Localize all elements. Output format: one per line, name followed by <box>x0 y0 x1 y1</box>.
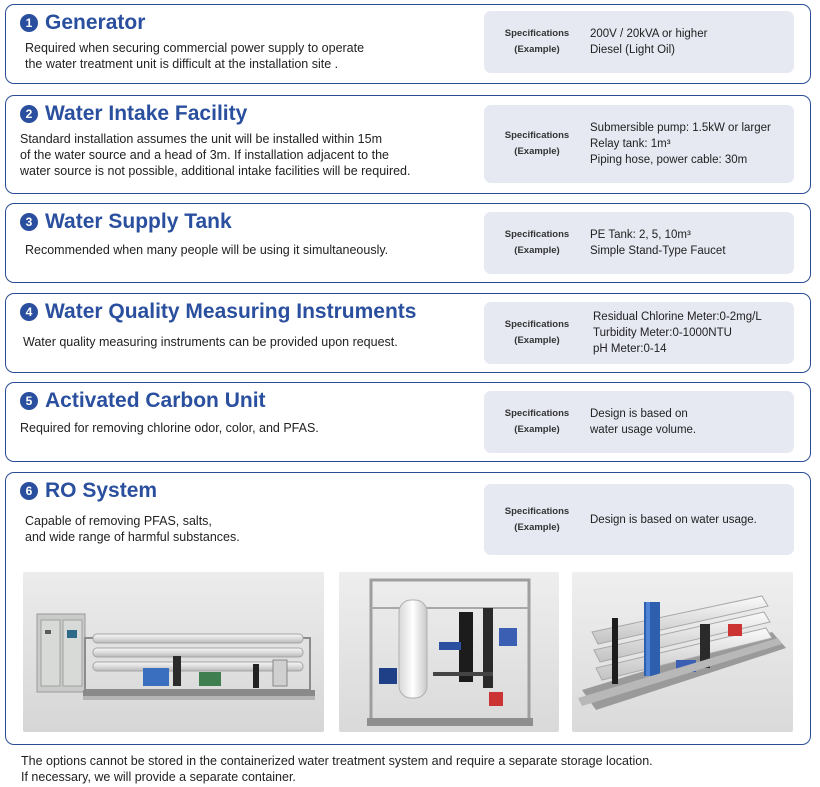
description-line: Water quality measuring instruments can be provided upon request. <box>23 335 398 349</box>
description-line: the water treatment unit is difficult at the installation site . <box>25 57 339 71</box>
spec-label-line: Specifications <box>504 319 570 330</box>
spec-label-line: (Example) <box>514 521 560 533</box>
section-water-quality-measuring-instruments <box>5 293 811 373</box>
spec-label-line: Specifications <box>504 229 570 240</box>
spec-value: water usage volume. <box>590 424 697 436</box>
section-description <box>20 131 410 179</box>
spec-value: Piping hose, power cable: 30m <box>590 154 748 166</box>
ro-angled-illustration <box>572 572 793 732</box>
section-water-intake-facility <box>5 95 811 194</box>
number-badge-icon: 4 <box>20 303 38 321</box>
spec-values <box>590 406 696 438</box>
spec-value: Design is based on <box>590 408 688 420</box>
description-line: Recommended when many people will be using it simultaneously. <box>25 243 389 257</box>
section-description <box>23 334 398 350</box>
spec-label <box>484 128 590 160</box>
specifications-box <box>484 391 794 453</box>
spec-label-line: (Example) <box>514 424 560 435</box>
description-line: of the water source and a head of 3m. If installation adjacent to the <box>20 148 389 162</box>
specifications-box <box>484 212 794 274</box>
section-activated-carbon-unit <box>5 382 811 462</box>
section-title <box>20 300 416 324</box>
description-line: Capable of removing PFAS, salts, <box>25 514 212 528</box>
number-badge-icon: 6 <box>20 482 38 500</box>
section-title-text: Activated Carbon Unit <box>45 389 266 412</box>
spec-values <box>590 26 707 58</box>
section-title <box>20 11 145 35</box>
description-line: water source is not possible, additional intake facilities will be required. <box>20 164 411 178</box>
spec-value: PE Tank: 2, 5, 10m³ <box>590 229 691 241</box>
spec-values <box>593 309 762 357</box>
specifications-box <box>484 302 794 364</box>
spec-value: Submersible pump: 1.5kW or larger <box>590 122 771 134</box>
spec-label <box>484 406 590 438</box>
section-water-supply-tank <box>5 203 811 283</box>
spec-values <box>590 227 726 259</box>
section-title <box>20 389 266 413</box>
ro-skid-illustration <box>23 572 324 732</box>
ro-system-photo-right <box>572 572 793 732</box>
number-badge-icon: 3 <box>20 213 38 231</box>
number-badge-icon: 2 <box>20 105 38 123</box>
section-description <box>25 40 364 72</box>
spec-label-line: (Example) <box>514 44 560 55</box>
section-title <box>20 479 157 503</box>
spec-label-line: Specifications <box>504 130 570 141</box>
section-title <box>20 210 232 234</box>
description-line: and wide range of harmful substances. <box>25 530 240 544</box>
spec-label <box>484 26 590 58</box>
spec-label <box>484 227 590 259</box>
specifications-box <box>484 105 794 183</box>
ro-system-photo-center <box>339 572 559 732</box>
specifications-box <box>484 11 794 73</box>
spec-label-line: (Example) <box>514 146 560 157</box>
section-generator <box>5 4 811 84</box>
section-title-text: RO System <box>45 479 158 502</box>
section-title-text: Water Quality Measuring Instruments <box>45 300 417 323</box>
footer-line: If necessary, we will provide a separate container. <box>21 770 296 784</box>
specifications-box <box>484 484 794 555</box>
section-title-text: Water Supply Tank <box>45 210 232 233</box>
spec-label-line: Specifications <box>504 408 570 419</box>
spec-value: Turbidity Meter:0-1000NTU <box>593 327 732 339</box>
number-badge-icon: 5 <box>20 392 38 410</box>
spec-value: pH Meter:0-14 <box>593 343 667 355</box>
spec-label-line: Specifications <box>504 28 570 39</box>
spec-label-line: Specifications <box>504 505 570 517</box>
section-title-text: Generator <box>45 11 146 34</box>
description-line: Required for removing chlorine odor, color, and PFAS. <box>20 421 319 435</box>
section-ro-system <box>5 472 811 745</box>
description-line: Required when securing commercial power supply to operate <box>25 41 365 55</box>
description-line: Standard installation assumes the unit will be installed within 15m <box>20 132 382 146</box>
spec-value: Diesel (Light Oil) <box>590 44 675 56</box>
section-description <box>25 242 388 258</box>
spec-values <box>590 120 771 168</box>
spec-label <box>484 504 590 536</box>
spec-label <box>484 317 590 349</box>
spec-value: Simple Stand-Type Faucet <box>590 245 726 257</box>
section-description <box>20 420 319 436</box>
spec-label-line: (Example) <box>514 335 560 346</box>
ro-system-photo-left <box>23 572 324 732</box>
section-title <box>20 102 247 126</box>
number-badge-icon: 1 <box>20 14 38 32</box>
spec-values <box>590 512 757 528</box>
spec-value: Relay tank: 1m³ <box>590 138 671 150</box>
spec-value: 200V / 20kVA or higher <box>590 28 708 40</box>
section-description <box>25 513 240 545</box>
spec-value: Residual Chlorine Meter:0-2mg/L <box>593 311 762 323</box>
spec-value: Design is based on water usage. <box>590 513 757 526</box>
ro-frame-illustration <box>339 572 559 732</box>
section-title-text: Water Intake Facility <box>45 102 248 125</box>
spec-label-line: (Example) <box>514 245 560 256</box>
footer-note <box>21 753 653 785</box>
footer-line: The options cannot be stored in the containerized water treatment system and require a separate storage location. <box>21 754 653 768</box>
